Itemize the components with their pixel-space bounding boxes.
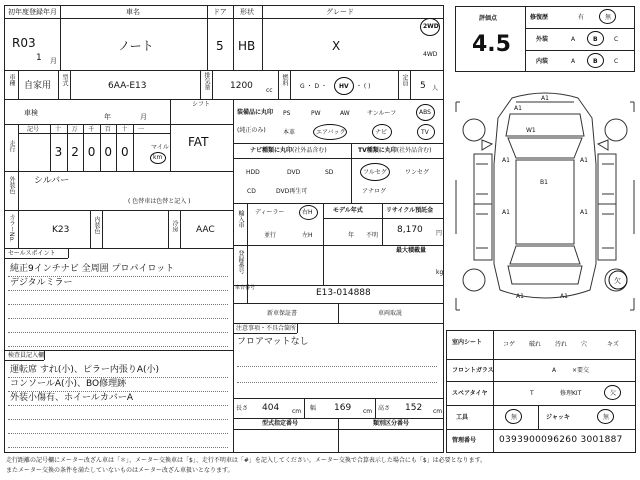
chassis-label: 車台番号	[235, 285, 256, 291]
score-label: 評価点	[479, 15, 498, 22]
mile-label: マイル	[151, 144, 169, 151]
type-label: 型式	[61, 74, 68, 86]
interior-c: C	[614, 58, 619, 65]
color-label: 外装色	[8, 176, 15, 194]
navi-sd: SD	[325, 169, 334, 176]
equip-airbag: エアバック	[316, 129, 346, 136]
doors-label: ドア	[213, 8, 227, 16]
jack-label: ジャッキ	[546, 414, 570, 421]
interior-label: 内装	[536, 58, 549, 65]
equip-sunroof: サンルーフ	[367, 110, 397, 117]
equipment-sub: (純正のみ)	[237, 127, 266, 134]
equip-tv: TV	[421, 129, 429, 136]
equip-pw: PW	[311, 110, 321, 117]
height-label: 高さ	[378, 405, 391, 412]
displacement-unit: cc	[266, 87, 273, 94]
mileage-memo-label: 記号	[27, 126, 40, 133]
capacity-unit: 人	[432, 85, 439, 92]
recycle-unit: 円	[436, 230, 443, 237]
length-unit: cm	[292, 408, 302, 415]
damage-mark: A1	[516, 293, 524, 300]
capacity-value: 5	[420, 81, 426, 91]
grade-label: グレード	[326, 8, 354, 16]
type-value: 6AA-E13	[108, 81, 147, 91]
displacement-value: 1200	[230, 81, 253, 91]
chassis-value: E13-014888	[316, 288, 371, 298]
damage-mark: A1	[580, 209, 588, 216]
sales-point-line: 純正9インチナビ 全周囲 プロパイロット	[10, 264, 175, 274]
seat-item: キズ	[607, 341, 619, 348]
jack-none: 無	[603, 414, 610, 421]
mileage-unit-label: 百	[104, 126, 111, 133]
caution-value: フロアマットなし	[237, 337, 309, 347]
damage-mark: A1	[580, 157, 588, 164]
interior-b: B	[593, 58, 598, 65]
spare-tire-kit: 修理KIT	[560, 390, 582, 397]
interior-color-label: 内装色	[93, 216, 100, 234]
color-no-label: カラーNo.	[8, 214, 15, 242]
exterior-a: A	[571, 36, 576, 43]
damage-mark: B1	[540, 179, 548, 186]
navi-label	[250, 148, 327, 154]
tv-oneseg: ワンセグ	[405, 169, 430, 176]
color-note: ( 色替車は色替と記入 )	[128, 198, 191, 205]
drive-4wd: 4WD	[423, 51, 438, 58]
notes-label: 検査員記入欄	[8, 352, 45, 359]
width-value: 169	[334, 403, 352, 413]
front-glass-label: フロントガラス	[452, 367, 494, 374]
caution-label: 注意事項・不具合箇所	[236, 325, 297, 332]
shape-value: HB	[238, 39, 256, 53]
model-value: ノート	[118, 39, 154, 53]
navi-dvd-play: DVD再生可	[276, 188, 308, 195]
drive-2wd: 2WD	[423, 23, 439, 30]
management-value: 0393900096260 3001887	[499, 435, 623, 445]
spare-tire-t: T	[530, 390, 534, 397]
first-reg-label: 初年度登録年月	[8, 8, 57, 16]
shift-label: シフト	[192, 101, 211, 108]
damage-mark: W1	[526, 127, 536, 134]
class-number-label: 類別区分番号	[373, 420, 410, 427]
footer-note-2: またメーター交換の条件を満たしていないものはメーター改ざん車扱いとなります。	[6, 467, 234, 474]
length-value: 404	[262, 403, 280, 413]
exterior-c: C	[614, 36, 619, 43]
category-label: 車種	[8, 74, 15, 86]
repair-yes: 有	[578, 14, 585, 21]
model-label: 車名	[126, 8, 140, 16]
mileage-label: 走行	[8, 140, 15, 152]
front-glass-a: A	[552, 367, 557, 374]
mileage-unit-label: 一	[138, 126, 145, 133]
mileage-unit-label: 万	[71, 126, 78, 133]
doors-value: 5	[216, 39, 224, 53]
seat-label: 室内シート	[452, 339, 483, 346]
import-dealer: ディーラー	[255, 209, 285, 216]
tv-label	[358, 148, 431, 154]
color-value: シルバー	[34, 176, 70, 186]
front-glass-replace: ×要交	[572, 367, 590, 374]
height-unit: cm	[433, 408, 443, 415]
ac-label: 冷房	[171, 220, 178, 232]
shift-value: FAT	[188, 135, 209, 149]
tools-label: 工具	[456, 414, 469, 421]
shape-label: 形状	[240, 8, 254, 16]
type-number-label: 型式指定番号	[262, 420, 299, 427]
navi-hdd: HDD	[246, 169, 260, 176]
exterior-label: 外装	[536, 36, 549, 43]
equipment-label: 装備品に丸印	[237, 109, 274, 116]
missing-mark: 欠	[614, 277, 621, 285]
navi-sub: (社外品含む)	[292, 147, 327, 154]
fuel-hv: HV	[339, 83, 349, 90]
mileage-digit: 0	[121, 145, 129, 159]
seat-item: 汚れ	[555, 341, 568, 348]
tools-none: 無	[511, 414, 518, 421]
warranty-manual: 車両取説	[378, 310, 403, 317]
recycle-value: 8,170	[397, 225, 423, 235]
color-no-value: K23	[52, 225, 70, 235]
max-load-label: 最大積載量	[396, 247, 427, 254]
management-label: 管理番号	[452, 437, 477, 444]
height-value: 152	[405, 403, 423, 413]
displacement-label: 排気量	[203, 72, 210, 90]
sales-point-line: デジタルミラー	[10, 278, 73, 288]
spare-tire-label: スペアタイヤ	[452, 390, 488, 397]
navi-label-text: ナビ種類に丸印	[250, 147, 293, 154]
tv-sub: (社外品含む)	[396, 147, 432, 154]
equip-navi: ナビ	[375, 129, 388, 136]
damage-mark: A1	[502, 209, 510, 216]
equip-abs: ABS	[419, 109, 431, 116]
warranty-new-car: 新車保証書	[267, 310, 298, 317]
seat-item: 穴	[581, 341, 588, 348]
tv-fullseg: フルセグ	[363, 169, 387, 176]
navi-cd: CD	[247, 188, 256, 195]
capacity-label: 定員	[401, 74, 408, 86]
import-right-h: 右H	[302, 209, 313, 216]
note-line: 運転席 すれ(小)、ピラー内張りA(小)	[10, 365, 160, 375]
tv-analog: アナログ	[362, 188, 387, 195]
damage-mark: A1	[502, 157, 510, 164]
fuel-options: G ・ D ・	[300, 83, 327, 90]
first-reg-month-unit: 月	[50, 57, 57, 65]
model-year-unknown: 不明	[366, 232, 379, 239]
mileage-digit: 2	[71, 145, 79, 159]
footer-note-1: 走行距離の記号欄にメーター改ざん車は「＊」、メーター交換車は「$」、走行不明車は「#」を記入してください。メーター交換で合算表示した場合にも「$」は必要となります。	[6, 457, 487, 464]
width-label: 幅	[310, 405, 317, 412]
import-parallel: 並行	[264, 232, 277, 239]
repair-none: 無	[605, 14, 612, 21]
damage-mark: A1	[560, 293, 568, 300]
length-label: 長さ	[236, 405, 249, 412]
category-value: 自家用	[24, 81, 52, 91]
fuel-label: 燃料	[281, 74, 288, 86]
model-year-unit: 年	[348, 232, 355, 239]
max-load-unit: kg	[436, 269, 444, 276]
first-reg-year: R03	[12, 36, 36, 50]
first-reg-month: 1	[36, 53, 42, 63]
damage-mark: A1	[541, 95, 549, 102]
note-line: コンソールA(小)、BO修理跡	[10, 379, 127, 389]
import-label: 輸入車	[237, 210, 244, 228]
width-unit: cm	[363, 408, 373, 415]
spare-tire-missing: 欠	[610, 390, 617, 397]
mileage-digit: 3	[54, 145, 63, 159]
mileage-unit-label: 十	[55, 126, 62, 133]
equip-ps: PS	[283, 110, 291, 117]
damage-mark: A1	[514, 105, 522, 112]
fuel-other: ・ ( )	[356, 83, 371, 90]
inspection-year-unit: 年	[104, 113, 111, 121]
inspection-month-unit: 月	[140, 113, 147, 121]
equip-aw: AW	[340, 110, 350, 117]
grade-value: X	[332, 39, 341, 53]
km-label: km	[153, 154, 163, 161]
mileage-digit: 0	[87, 145, 96, 159]
mileage-unit-label: 十	[121, 126, 128, 133]
recycle-label: リサイクル預託金	[386, 207, 434, 214]
note-line: 外装小傷有、ホイールカバーA	[10, 393, 133, 403]
mileage-digit: 0	[104, 145, 113, 159]
mileage-unit-label: 千	[88, 126, 95, 133]
equip-leather: 本革	[283, 129, 296, 136]
exterior-b: B	[593, 36, 598, 43]
ac-value: AAC	[196, 225, 215, 235]
inspection-label: 車検	[24, 109, 38, 117]
interior-a: A	[571, 58, 576, 65]
sales-points-label: セールスポイント	[8, 250, 56, 257]
score-value: 4.5	[472, 32, 511, 57]
navi-dvd: DVD	[287, 169, 301, 176]
tv-label-text: TV種類に丸印	[358, 147, 397, 154]
registration-label: 登録番号	[237, 250, 244, 274]
car-damage-diagram	[452, 84, 638, 316]
model-year-label: モデル年式	[333, 207, 363, 214]
seat-item: 破れ	[529, 341, 542, 348]
import-left-h: 左H	[302, 232, 313, 239]
repair-label: 修復歴	[530, 14, 549, 21]
seat-item: コゲ	[503, 341, 516, 348]
